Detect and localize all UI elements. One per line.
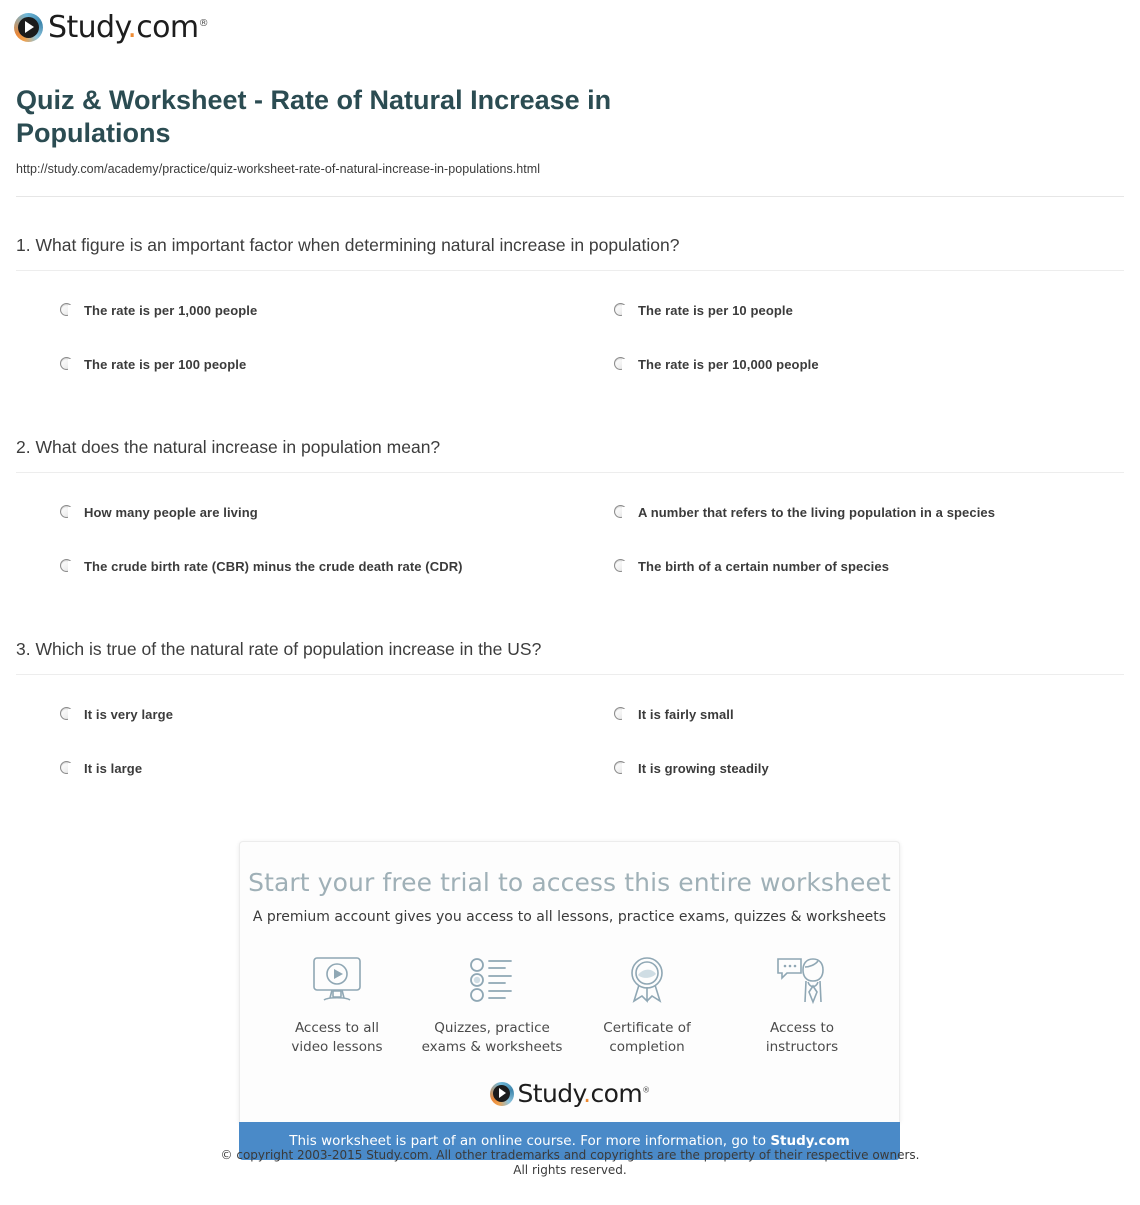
perk-label-line2: exams & worksheets [421, 1039, 563, 1055]
play-circle-icon [490, 1082, 514, 1106]
radio-button-icon[interactable] [60, 559, 73, 572]
option-row[interactable] [570, 489, 1124, 545]
perk-label-line1: Certificate of [603, 1020, 691, 1036]
perk-item [260, 951, 415, 1057]
option-label: It is large [84, 761, 143, 776]
options-grid [16, 675, 1124, 803]
perk-label-line1: Access to [769, 1020, 835, 1036]
promo-study-logo[interactable] [240, 1079, 899, 1108]
logo-wordmark [48, 10, 208, 45]
perk-item [725, 951, 880, 1057]
option-row[interactable] [16, 545, 570, 601]
option-row[interactable] [570, 747, 1124, 803]
logo-dot: . [127, 10, 137, 45]
copyright-footer [0, 1148, 1140, 1178]
copyright-line-2: All rights reserved. [513, 1163, 627, 1177]
option-label: It is very large [84, 707, 174, 722]
logo-tld: com [590, 1079, 643, 1108]
radio-button-icon[interactable] [60, 357, 73, 370]
perk-label-line1: Quizzes, practice [434, 1020, 550, 1036]
question-block [16, 601, 1124, 803]
radio-button-icon[interactable] [614, 707, 627, 720]
option-row[interactable] [570, 343, 1124, 399]
radio-button-icon[interactable] [60, 303, 73, 316]
question-text: 3. Which is true of the natural rate of population increase in the US? [16, 639, 542, 659]
award-ribbon-icon [570, 951, 725, 1009]
page-url: http://study.com/academy/practice/quiz-worksheet-rate-of-natural-increase-in-populations.html [16, 162, 541, 176]
radio-button-icon[interactable] [60, 505, 73, 518]
site-header [0, 0, 1140, 56]
option-label: The rate is per 10,000 people [638, 357, 819, 372]
worksheet-body [0, 84, 1140, 803]
promo-banner-link[interactable]: Study.com [770, 1133, 850, 1149]
logo-trademark: ® [198, 18, 208, 29]
promo-subtitle: A premium account gives you access to all lessons, practice exams, quizzes & worksheets [252, 909, 887, 925]
radio-button-icon[interactable] [614, 559, 627, 572]
perk-label-line2: completion [609, 1039, 685, 1055]
perk-label-line1: Access to all [294, 1020, 380, 1036]
question-text: 1. What figure is an important factor when determining natural increase in population? [16, 235, 680, 255]
option-row[interactable] [570, 545, 1124, 601]
logo-trademark: ® [642, 1085, 650, 1095]
option-label: The rate is per 1,000 people [84, 303, 258, 318]
logo-wordmark [518, 1079, 650, 1108]
upsell-card [239, 841, 900, 1160]
perk-item [415, 951, 570, 1057]
option-label: The rate is per 100 people [84, 357, 247, 372]
perk-label [570, 1019, 725, 1057]
logo-tld: com [136, 10, 199, 45]
option-row[interactable] [16, 489, 570, 545]
option-row[interactable] [16, 691, 570, 747]
logo-brand-name: Study [48, 10, 128, 45]
copyright-line-1: © copyright 2003-2015 Study.com. All other trademarks and copyrights are the property of their respective owners. [220, 1148, 920, 1162]
promo-title: Start your free trial to access this entire worksheet [248, 868, 891, 897]
perk-label-line2: video lessons [291, 1039, 383, 1055]
perk-label [725, 1019, 880, 1057]
question-block [16, 399, 1124, 601]
option-label: A number that refers to the living population in a species [638, 505, 996, 520]
option-row[interactable] [570, 691, 1124, 747]
option-row[interactable] [570, 287, 1124, 343]
page-title: Quiz & Worksheet - Rate of Natural Increase in Populations [16, 85, 612, 148]
radio-button-icon[interactable] [60, 707, 73, 720]
perk-list [240, 951, 899, 1057]
play-circle-icon [14, 13, 43, 42]
option-label: The birth of a certain number of species [638, 559, 890, 574]
logo-dot: . [583, 1079, 591, 1108]
checklist-icon [415, 951, 570, 1009]
logo-brand-name: Study [517, 1079, 584, 1108]
option-label: How many people are living [84, 505, 258, 520]
perk-label [260, 1019, 415, 1057]
perk-label [415, 1019, 570, 1057]
radio-button-icon[interactable] [614, 303, 627, 316]
option-label: The rate is per 10 people [638, 303, 793, 318]
option-label: It is growing steadily [638, 761, 769, 776]
instructor-chat-icon [725, 951, 880, 1009]
option-label: The crude birth rate (CBR) minus the crude death rate (CDR) [84, 559, 463, 574]
question-text: 2. What does the natural increase in population mean? [16, 437, 441, 457]
radio-button-icon[interactable] [60, 761, 73, 774]
option-label: It is fairly small [638, 707, 734, 722]
options-grid [16, 473, 1124, 601]
radio-button-icon[interactable] [614, 761, 627, 774]
option-row[interactable] [16, 287, 570, 343]
perk-label-line2: instructors [765, 1039, 839, 1055]
option-row[interactable] [16, 343, 570, 399]
radio-button-icon[interactable] [614, 505, 627, 518]
study-logo[interactable] [14, 10, 208, 45]
promo-card-body [239, 841, 900, 1122]
option-row[interactable] [16, 747, 570, 803]
monitor-play-icon [260, 951, 415, 1009]
promo-banner-text: This worksheet is part of an online course. For more information, go to [289, 1133, 771, 1149]
perk-item [570, 951, 725, 1057]
radio-button-icon[interactable] [614, 357, 627, 370]
options-grid [16, 271, 1124, 399]
question-block [16, 197, 1124, 399]
